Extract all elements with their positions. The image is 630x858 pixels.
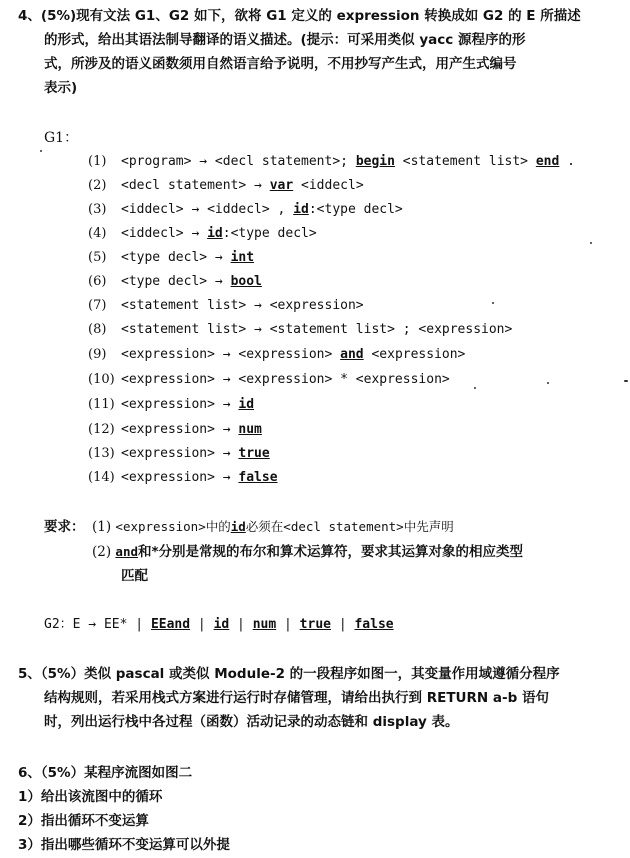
q4-line-4: 表示) [44,80,78,96]
g1-rule: (1) <program> → <decl statement>; begin <statement list> end . [88,154,575,169]
q6-item-3: 3）指出哪些循环不变运算可以外提 [18,837,230,853]
scan-speck [492,302,494,304]
g1-rule: (3) <iddecl> → <iddecl> , id:<type decl> [88,202,403,217]
scan-speck [40,150,42,152]
scan-speck [547,382,549,384]
g1-rule: (5) <type decl> → int [88,250,255,265]
q4-line-1: 4、(5%)现有文法 G1、G2 如下，欲将 G1 定义的 expression 转换成如 G2 的 E 所描述 [18,8,581,24]
g1-rule: (12) <expression> → num [88,422,262,437]
q4-line-3: 式，所涉及的语义函数须用自然语言给予说明，不用抄写产生式，用产生式编号 [44,56,517,72]
g1-rule: (4) <iddecl> → id:<type decl> [88,226,317,241]
g1-rule: (11) <expression> → id [88,397,255,412]
g1-rule: (7) <statement list> → <expression> [88,298,364,313]
q5-line-2: 结构规则，若采用栈式方案进行运行时存储管理，请给出执行到 RETURN a-b 语句 [44,690,549,706]
requirements-label: 要求： [44,519,85,535]
requirement-2-cont: 匹配 [121,568,148,584]
q6-item-1: 1）给出该流图中的循环 [18,789,163,805]
requirement-2: (2) and和*分别是常规的布尔和算术运算符，要求其运算对象的相应类型 [92,544,524,560]
scan-speck [474,387,476,389]
g1-rule: (9) <expression> → <expression> and <expression> [88,347,466,362]
q4-line-2: 的形式，给出其语法制导翻译的语义描述。(提示：可采用类似 yacc 源程序的形 [44,32,526,48]
g1-rule: (13) <expression> → true [88,446,270,461]
scan-speck [590,242,592,244]
g1-rule: (8) <statement list> → <statement list> ; <expression> [88,322,513,337]
q5-line-1: 5、（5%）类似 pascal 或类似 Module-2 的一段程序如图一，其变量作用域遵循分程序 [18,666,560,682]
g2-grammar: G2：E → EE* | EEand | id | num | true | false [44,617,394,632]
g1-rule: (6) <type decl> → bool [88,274,262,289]
q5-line-3: 时，列出运行栈中各过程（函数）活动记录的动态链和 display 表。 [44,714,459,730]
q6-title: 6、（5%）某程序流图如图二 [18,765,193,781]
requirement-1: (1) <expression>中的id必须在<decl statement>中先声明 [92,519,454,535]
scan-speck [624,380,628,382]
g1-label: G1： [44,130,79,146]
g1-rule: (2) <decl statement> → var <iddecl> [88,178,364,193]
g1-rule: (10) <expression> → <expression> * <expression> [88,372,450,387]
g1-rule: (14) <expression> → false [88,470,278,485]
q6-item-2: 2）指出循环不变运算 [18,813,149,829]
